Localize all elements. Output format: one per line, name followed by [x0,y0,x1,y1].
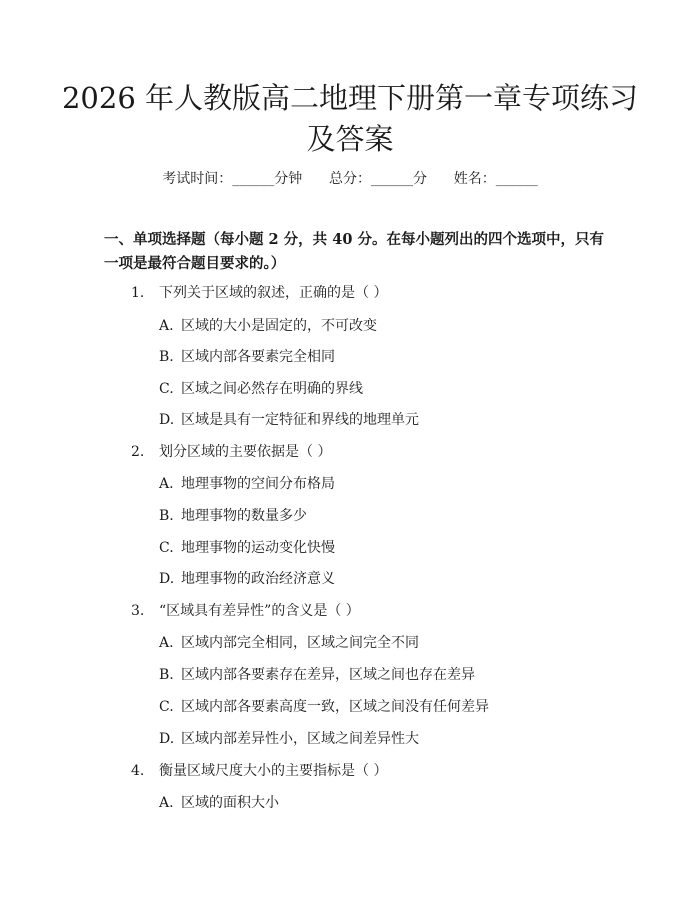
option-text: 区域内部各要素存在差异，区域之间也存在差异 [181,667,475,683]
option-3a [159,632,419,652]
option-3c [159,696,489,716]
option-text: 区域内部差异性小，区域之间差异性大 [181,731,419,747]
question-text: 划分区域的主要依据是（ ） [159,444,332,460]
option-1b [159,346,335,366]
exam-info-line [0,168,700,188]
question-text: 衡量区域尺度大小的主要指标是（ ） [159,763,388,779]
option-text: 地理事物的运动变化快慢 [181,540,335,556]
question-4 [131,760,387,780]
option-text: 区域内部各要素高度一致，区域之间没有任何差异 [181,699,489,715]
option-letter: A. [159,635,174,651]
title-line-1: 2026 年人教版高二地理下册第一章专项练习 [61,81,639,115]
score-unit: 分 [413,171,427,187]
document-title [60,78,640,160]
option-text: 区域内部各要素完全相同 [181,349,335,365]
option-letter: B. [159,667,174,683]
title-line-2: 及答案 [306,122,394,156]
option-1d [159,409,419,429]
option-letter: B. [159,508,174,524]
option-text: 区域的面积大小 [181,795,279,811]
option-text: 区域内部完全相同，区域之间完全不同 [181,635,419,651]
question-number: 1. [131,285,145,301]
question-number: 4. [131,763,145,779]
question-2 [131,441,331,461]
option-2d [159,568,335,588]
question-3 [131,600,360,620]
name-label: 姓名： [453,171,496,187]
option-letter: A. [159,476,174,492]
option-letter: B. [159,349,174,365]
time-unit: 分钟 [274,171,303,187]
option-2c [159,537,335,557]
name-blank: ______ [495,171,538,187]
question-number: 3. [131,603,145,619]
option-text: 区域之间必然存在明确的界线 [181,381,363,397]
option-letter: C. [159,699,174,715]
option-3b [159,664,475,684]
option-1c [159,378,363,398]
option-text: 区域是具有一定特征和界线的地理单元 [181,412,419,428]
option-letter: D. [159,412,175,428]
option-text: 地理事物的数量多少 [181,508,307,524]
score-label: 总分： [329,171,371,187]
option-letter: A. [159,318,174,334]
score-blank: ______ [371,171,413,187]
option-2a [159,473,335,493]
option-letter: A. [159,795,174,811]
time-blank: ______ [232,171,275,187]
option-4a [159,792,279,812]
option-1a [159,315,377,335]
option-letter: D. [159,571,175,587]
section-heading: 一、单项选择题（每小题 2 分，共 40 分。在每小题列出的四个选项中，只有一项是最符合题目要求的。） [104,231,604,272]
option-text: 地理事物的政治经济意义 [181,571,335,587]
option-text: 区域的大小是固定的，不可改变 [181,318,377,334]
question-1 [131,282,387,302]
question-text: “区域具有差异性”的含义是（ ） [159,603,360,619]
time-label: 考试时间： [162,171,233,187]
question-text: 下列关于区域的叙述，正确的是（ ） [159,285,388,301]
option-text: 地理事物的空间分布格局 [181,476,335,492]
option-letter: D. [159,731,175,747]
option-2b [159,505,307,525]
option-3d [159,728,419,748]
option-letter: C. [159,540,174,556]
option-letter: C. [159,381,174,397]
question-number: 2. [131,444,145,460]
